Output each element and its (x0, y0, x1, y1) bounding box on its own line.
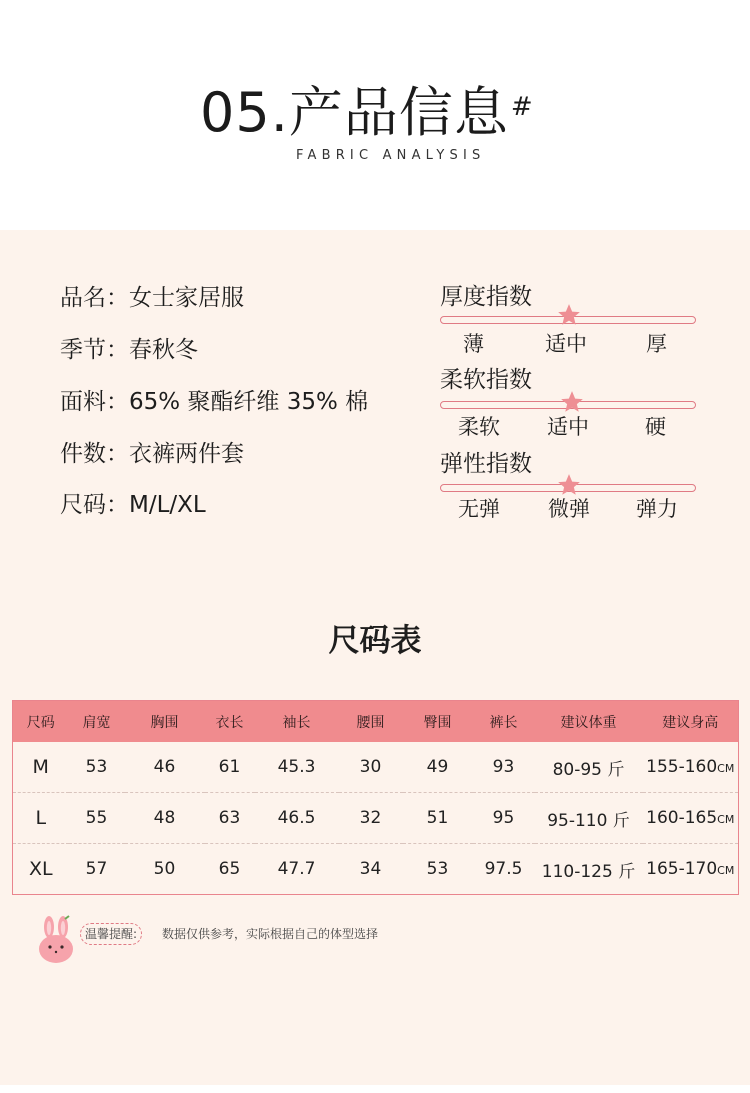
table-cell: 80-95 斤 (552, 759, 625, 780)
table-row (13, 793, 739, 844)
header-cell: 胸围 (125, 701, 205, 743)
gauge-label-soft: 柔软 (458, 415, 500, 439)
table-cell: 53 (85, 757, 108, 777)
info-row-name: 品名：女士家居服 (60, 285, 244, 311)
table-cell: 48 (125, 793, 205, 844)
gauge-label-no-stretch: 无弹 (458, 497, 500, 521)
table-cell: 65 (205, 844, 255, 895)
table-cell: 57 (69, 844, 125, 895)
page-subtitle: FABRIC ANALYSIS (296, 148, 486, 163)
gauge-label-medium: 适中 (547, 415, 589, 439)
gauge-label-medium: 适中 (545, 332, 587, 356)
header-cell: 建议身高 (643, 701, 739, 743)
info-row-fabric: 面料：65% 聚酯纤维 35% 棉 (60, 389, 369, 415)
size-table-header-row (13, 701, 739, 743)
table-row (13, 844, 739, 895)
table-cell: 63 (205, 793, 255, 844)
table-cell: 93 (492, 757, 515, 777)
table-cell: 46 (153, 757, 176, 777)
table-cell: 53 (403, 844, 473, 895)
tip-text: 数据仅供参考，实际根据自己的体型选择 (162, 927, 379, 941)
table-cell: 55 (69, 793, 125, 844)
info-row-pieces: 件数：衣裤两件套 (60, 441, 244, 467)
table-cell: 51 (403, 793, 473, 844)
table-cell: 45.3 (277, 757, 316, 777)
gauge-title-elasticity: 弹性指数 (440, 451, 532, 477)
table-cell: 165-170CM (643, 844, 739, 895)
table-cell: XL (13, 844, 69, 895)
header-cell: 建议体重 (535, 701, 643, 743)
table-cell: M (32, 756, 49, 778)
header-cell: 衣长 (205, 701, 255, 743)
gauge-label-thin: 薄 (463, 332, 484, 356)
table-cell: 50 (125, 844, 205, 895)
gauge-title-softness: 柔软指数 (440, 367, 532, 393)
table-cell: 110-125 斤 (535, 844, 643, 895)
table-cell: 155-160CM (646, 757, 735, 777)
table-cell: 95-110 斤 (535, 793, 643, 844)
title-hash: # (510, 92, 534, 122)
header-cell: 肩宽 (69, 701, 125, 743)
info-row-season: 季节：春秋冬 (60, 337, 198, 363)
header (0, 0, 750, 230)
tip-note (36, 915, 456, 965)
table-cell: 49 (426, 757, 449, 777)
gauge-label-thick: 厚 (646, 332, 667, 356)
star-marker-icon (556, 472, 582, 498)
table-cell: 95 (473, 793, 535, 844)
info-row-sizes: 尺码：M/L/XL (60, 492, 206, 518)
header-cell: 裤长 (473, 701, 535, 743)
table-cell: 97.5 (473, 844, 535, 895)
table-cell: 160-165CM (643, 793, 739, 844)
tip-label: 温馨提醒: (80, 923, 142, 945)
gauge-label-stretch: 弹力 (636, 497, 678, 521)
header-cell: 袖长 (255, 701, 339, 743)
gauge-label-hard: 硬 (645, 415, 666, 439)
gauge-title-thickness: 厚度指数 (440, 284, 532, 310)
table-cell: L (13, 793, 69, 844)
gauge-label-slight-stretch: 微弹 (548, 497, 590, 521)
product-info-section (0, 230, 750, 1085)
star-marker-icon (556, 302, 582, 328)
bunny-icon (36, 915, 76, 965)
star-marker-icon (559, 389, 585, 415)
table-cell: 32 (339, 793, 403, 844)
page-title: 05.产品信息# (200, 81, 534, 144)
header-cell: 臀围 (403, 701, 473, 743)
table-cell: 46.5 (255, 793, 339, 844)
size-table-heading: 尺码表 (328, 623, 422, 659)
table-cell: 61 (218, 757, 241, 777)
header-cell: 尺码 (13, 701, 69, 743)
header-cell: 腰围 (339, 701, 403, 743)
table-row (13, 742, 739, 793)
size-table (12, 700, 739, 895)
table-cell: 30 (359, 757, 382, 777)
table-cell: 34 (339, 844, 403, 895)
table-cell: 47.7 (255, 844, 339, 895)
